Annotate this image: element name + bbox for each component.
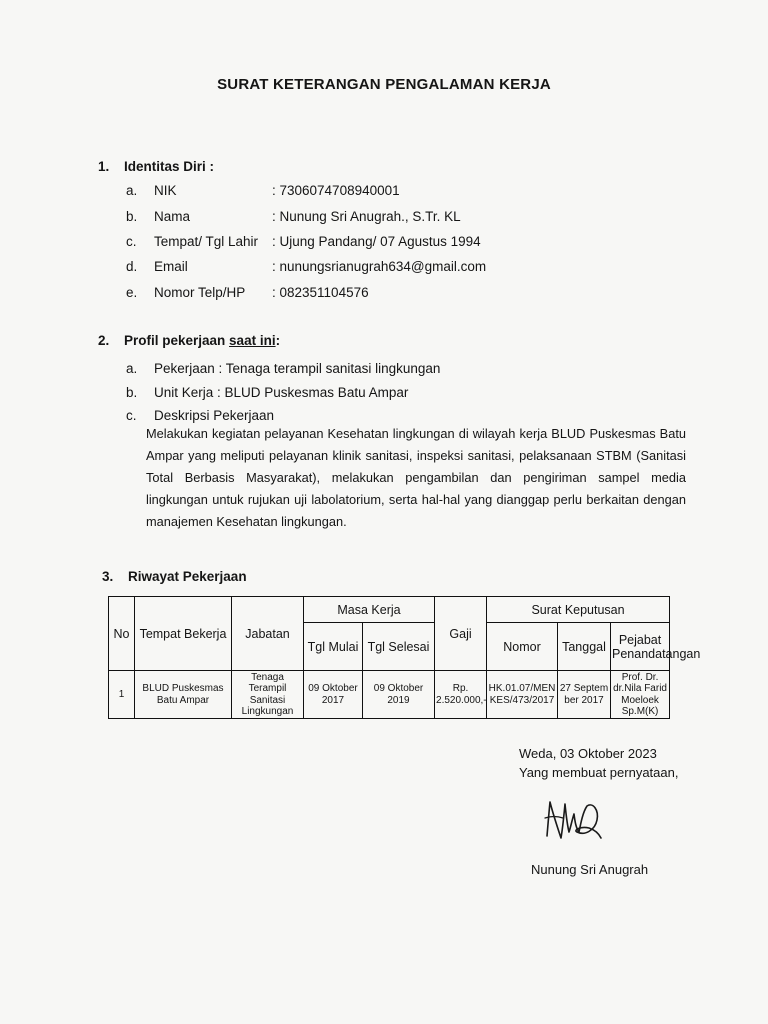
work-history-table [108, 596, 701, 719]
item-letter: b. [126, 385, 138, 400]
item-value: : Ujung Pandang/ 07 Agustus 1994 [272, 234, 481, 249]
item-letter: a. [126, 361, 138, 376]
item-value: : Nunung Sri Anugrah., S.Tr. KL [272, 209, 461, 224]
signer-name: Nunung Sri Anugrah [531, 862, 649, 877]
profil-row-pekerjaan [126, 361, 440, 376]
header-pejabat: Pejabat Penandatangan [611, 623, 670, 671]
section-number: 3. [102, 569, 114, 584]
item-value: : 7306074708940001 [272, 183, 400, 198]
header-tanggal: Tanggal [558, 623, 611, 671]
section-riwayat-heading [102, 569, 247, 584]
table-row [109, 671, 670, 719]
section-number: 1. [98, 159, 110, 174]
item-letter: a. [126, 183, 138, 198]
profil-row-deskripsi [126, 408, 274, 423]
header-nomor: Nomor [487, 623, 558, 671]
item-letter: c. [126, 234, 137, 249]
section-number: 2. [98, 333, 110, 348]
item-label: Nama [154, 209, 191, 224]
item-text: Unit Kerja : BLUD Puskesmas Batu Ampar [154, 385, 409, 400]
cell-tanggal: 27 September 2017 [558, 671, 611, 719]
section-title-underlined: saat ini [229, 333, 276, 348]
section-title: Riwayat Pekerjaan [128, 569, 247, 584]
cell-tgl-selesai: 09 Oktober 2019 [363, 671, 435, 719]
item-letter: d. [126, 259, 138, 274]
header-tgl-selesai: Tgl Selesai [363, 623, 435, 671]
table-header-row-1 [109, 597, 670, 623]
handwritten-signature [541, 796, 607, 848]
header-jabatan: Jabatan [232, 597, 304, 671]
identity-row-telp [126, 285, 686, 303]
item-label: Email [154, 259, 188, 274]
cell-jabatan: Tenaga Terampil Sanitasi Lingkungan [232, 671, 304, 719]
header-no: No [109, 597, 135, 671]
cell-pejabat: Prof. Dr. dr.Nila Farid Moeloek Sp.M(K) [611, 671, 670, 719]
place-date: Weda, 03 Oktober 2023 [519, 746, 657, 761]
identity-row-ttl [126, 234, 686, 252]
job-description: Melakukan kegiatan pelayanan Kesehatan lingkungan di wilayah kerja BLUD Puskesmas Batu Ampar yang meliputi pelayanan klinik sanitasi, inspeksi sanitasi, pelaksanaan STBM (Sanitasi Total Berbasis Masyarakat), melakukan pengambilan dan pengiriman sampel media lingkungan untuk rujukan uji labolatorium, serta hal-hal yang dianggap perlu berkaitan dengan manajemen Kesehatan lingkungan. [146, 426, 686, 529]
document-title: SURAT KETERANGAN PENGALAMAN KERJA [217, 76, 551, 93]
cell-tempat: BLUD Puskesmas Batu Ampar [135, 671, 232, 719]
item-value: : 082351104576 [272, 285, 369, 300]
cell-gaji: Rp. 2.520.000,- [435, 671, 487, 719]
identity-row-nik [126, 183, 686, 201]
header-tempat-bekerja: Tempat Bekerja [135, 597, 232, 671]
section-profil-heading [98, 333, 280, 348]
item-label: NIK [154, 183, 177, 198]
section-title-suffix: : [275, 333, 281, 348]
item-value: : nunungsrianugrah634@gmail.com [272, 259, 487, 274]
header-gaji: Gaji [435, 597, 487, 671]
header-surat-keputusan: Surat Keputusan [487, 597, 670, 623]
item-label: Nomor Telp/HP [154, 285, 246, 300]
profil-row-unit-kerja [126, 385, 408, 400]
section-title: Identitas Diri : [124, 159, 215, 174]
cell-tgl-mulai: 09 Oktober 2017 [304, 671, 363, 719]
statement-text: Yang membuat pernyataan, [519, 765, 679, 780]
cell-no: 1 [109, 671, 135, 719]
cell-nomor: HK.01.07/MENKES/473/2017 [487, 671, 558, 719]
header-tgl-mulai: Tgl Mulai [304, 623, 363, 671]
header-masa-kerja: Masa Kerja [304, 597, 435, 623]
section-title: Profil pekerjaan [124, 333, 230, 348]
section-identitas-heading [98, 159, 214, 174]
item-text: Deskripsi Pekerjaan [154, 408, 275, 423]
identity-row-nama [126, 209, 686, 227]
item-letter: c. [126, 408, 137, 423]
identity-row-email [126, 259, 686, 277]
item-letter: e. [126, 285, 138, 300]
item-text: Pekerjaan : Tenaga terampil sanitasi lingkungan [154, 361, 441, 376]
item-label: Tempat/ Tgl Lahir [154, 234, 259, 249]
item-letter: b. [126, 209, 138, 224]
